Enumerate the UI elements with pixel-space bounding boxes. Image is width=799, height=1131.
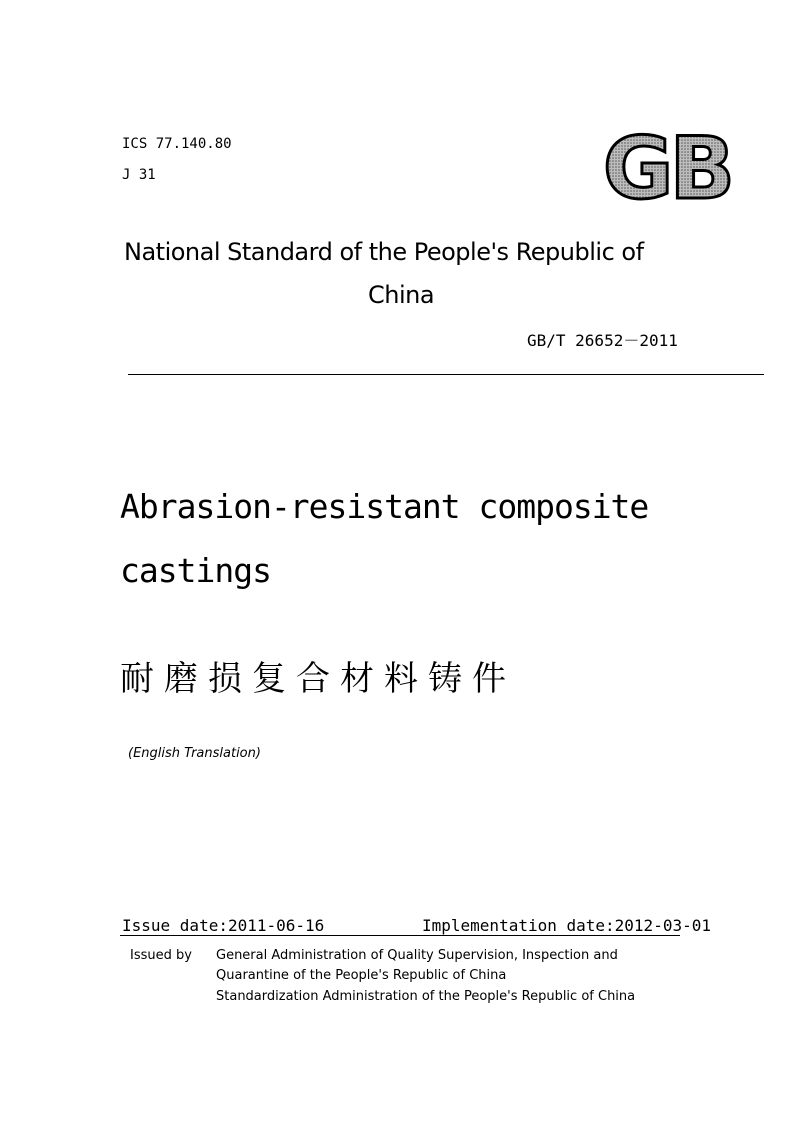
issuer-line: Quarantine of the People's Republic of China — [216, 968, 507, 983]
ics-code: ICS 77.140.80 — [122, 136, 232, 152]
header-divider — [128, 374, 764, 375]
implementation-date: Implementation date:2012-03-01 — [422, 916, 711, 935]
issue-date: Issue date:2011-06-16 — [122, 916, 325, 935]
translation-note: (English Translation) — [128, 746, 261, 761]
gb-logo — [594, 130, 740, 208]
svg-text:GB: GB — [602, 130, 732, 208]
issuer-line: Standardization Administration of the People's Republic of China — [216, 989, 636, 1004]
english-title-line-2: castings — [120, 551, 271, 590]
classification-code: J 31 — [122, 167, 156, 183]
issuer-line: General Administration of Quality Supervision, Inspection and — [216, 948, 618, 963]
document-title-line-1: National Standard of the People's Republic of — [124, 238, 644, 266]
english-title-line-1: Abrasion-resistant composite — [120, 487, 649, 526]
document-title-line-2: China — [368, 281, 435, 309]
standard-number: GB/T 26652－2011 — [527, 331, 678, 350]
issued-by-label: Issued by — [130, 948, 192, 963]
dates-divider — [120, 935, 680, 936]
chinese-title: 耐磨损复合材料铸件 — [120, 659, 516, 699]
